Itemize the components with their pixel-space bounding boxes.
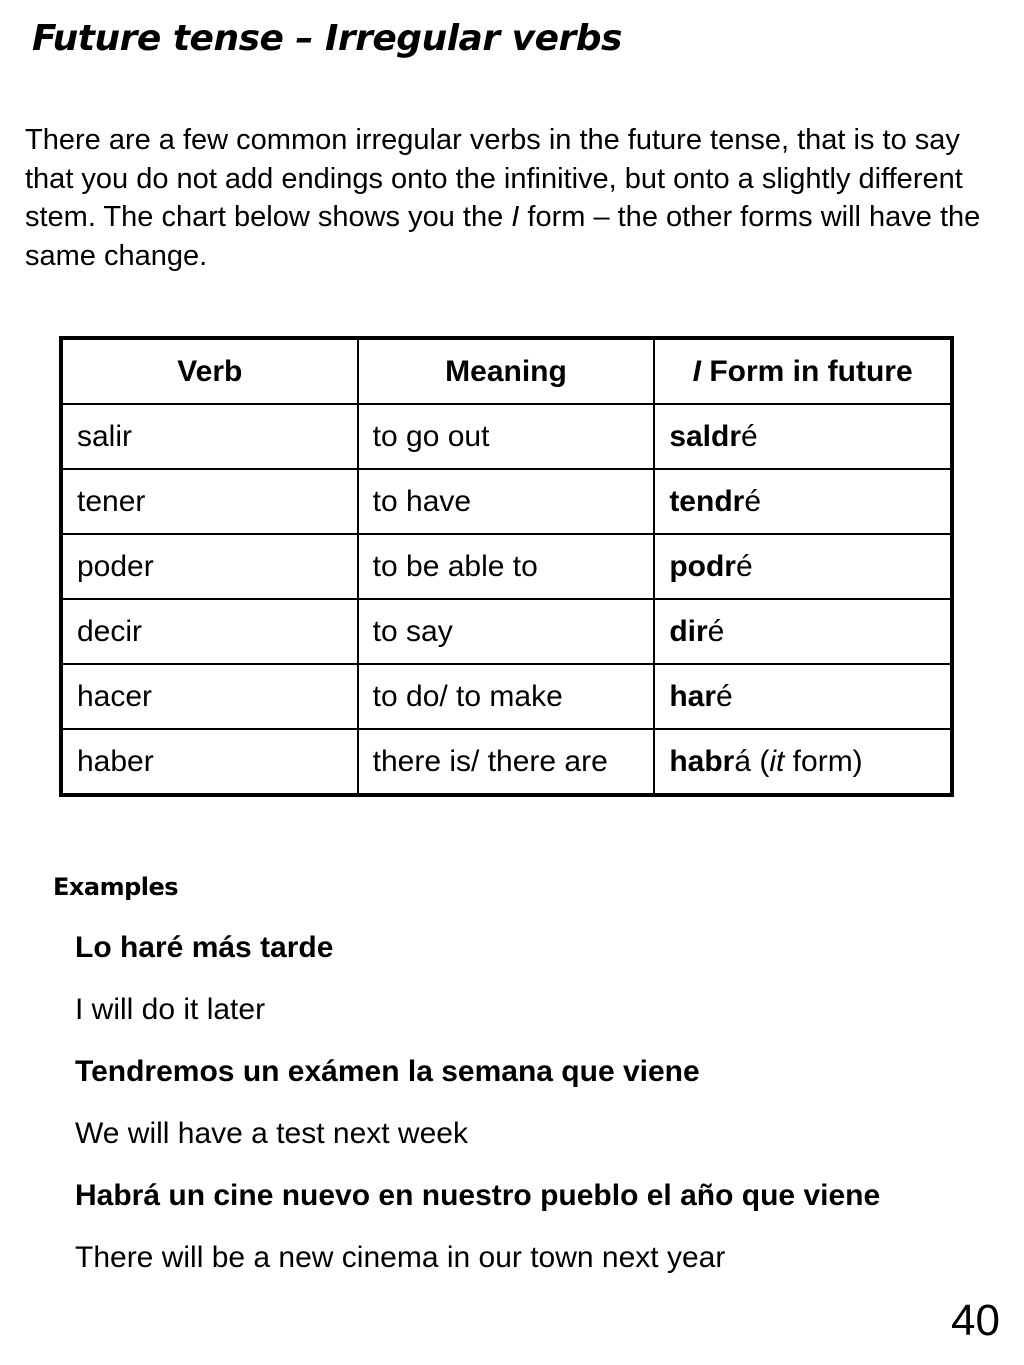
- table-row: [61, 599, 952, 664]
- future-ending: á: [734, 744, 752, 778]
- intro-paragraph: [25, 121, 1015, 275]
- intro-text-part2: form – the other forms will have the same change.: [25, 201, 981, 272]
- examples-heading: Examples: [53, 873, 179, 901]
- future-note-close: form): [784, 744, 863, 778]
- cell-future-form: [654, 534, 952, 599]
- cell-future-form: [654, 404, 952, 469]
- future-stem: dir: [669, 614, 708, 648]
- future-note-open: (: [751, 744, 770, 778]
- table-row: [61, 664, 952, 729]
- future-ending: é: [735, 549, 753, 583]
- header-form-rest: Form in future: [701, 354, 913, 388]
- table-row: [61, 469, 952, 534]
- cell-meaning: to be able to: [358, 534, 655, 599]
- example-spanish: Tendremos un exámen la semana que viene: [75, 1055, 700, 1088]
- intro-text-part1: There are a few common irregular verbs in the future tense, that is to say that you do not add endings onto the infinitive, but onto a slightly different stem. The chart below shows you the: [25, 124, 963, 233]
- future-ending: é: [741, 419, 758, 453]
- cell-verb: hacer: [61, 664, 358, 729]
- irregular-verbs-table: [59, 336, 954, 797]
- cell-future-form: [654, 729, 952, 795]
- table-row: [61, 404, 952, 469]
- cell-verb: salir: [61, 404, 358, 469]
- future-ending: é: [744, 484, 761, 518]
- table-header-row: [61, 338, 952, 404]
- cell-future-form: [654, 599, 952, 664]
- examples-list: [75, 928, 935, 1300]
- future-note-italic: it: [769, 744, 785, 778]
- header-verb: Verb: [61, 338, 358, 404]
- cell-meaning: there is/ there are: [358, 729, 655, 795]
- cell-future-form: [654, 469, 952, 534]
- table-row: [61, 729, 952, 795]
- future-stem: saldr: [669, 419, 742, 453]
- cell-verb: decir: [61, 599, 358, 664]
- future-stem: tendr: [669, 484, 745, 518]
- page-number: 40: [951, 1296, 1000, 1345]
- example-english: There will be a new cinema in our town next year: [75, 1241, 726, 1274]
- cell-verb: tener: [61, 469, 358, 534]
- future-ending: é: [716, 679, 733, 713]
- future-ending: é: [707, 614, 725, 648]
- cell-future-form: [654, 664, 952, 729]
- cell-meaning: to have: [358, 469, 655, 534]
- future-stem: har: [669, 679, 716, 713]
- header-meaning: Meaning: [358, 338, 655, 404]
- intro-italic-i: I: [511, 201, 520, 233]
- example-spanish: Habrá un cine nuevo en nuestro pueblo el año que viene: [75, 1179, 881, 1212]
- example-english: We will have a test next week: [75, 1117, 468, 1150]
- example-english: I will do it later: [75, 993, 266, 1026]
- table-row: [61, 534, 952, 599]
- cell-meaning: to do/ to make: [358, 664, 655, 729]
- header-form-italic: I: [692, 354, 701, 388]
- cell-meaning: to say: [358, 599, 655, 664]
- header-form: [654, 338, 952, 404]
- cell-verb: poder: [61, 534, 358, 599]
- cell-verb: haber: [61, 729, 358, 795]
- example-spanish: Lo haré más tarde: [75, 931, 334, 964]
- future-stem: habr: [669, 744, 735, 778]
- future-stem: podr: [669, 549, 736, 583]
- page-title: Future tense – Irregular verbs: [32, 18, 622, 59]
- cell-meaning: to go out: [358, 404, 655, 469]
